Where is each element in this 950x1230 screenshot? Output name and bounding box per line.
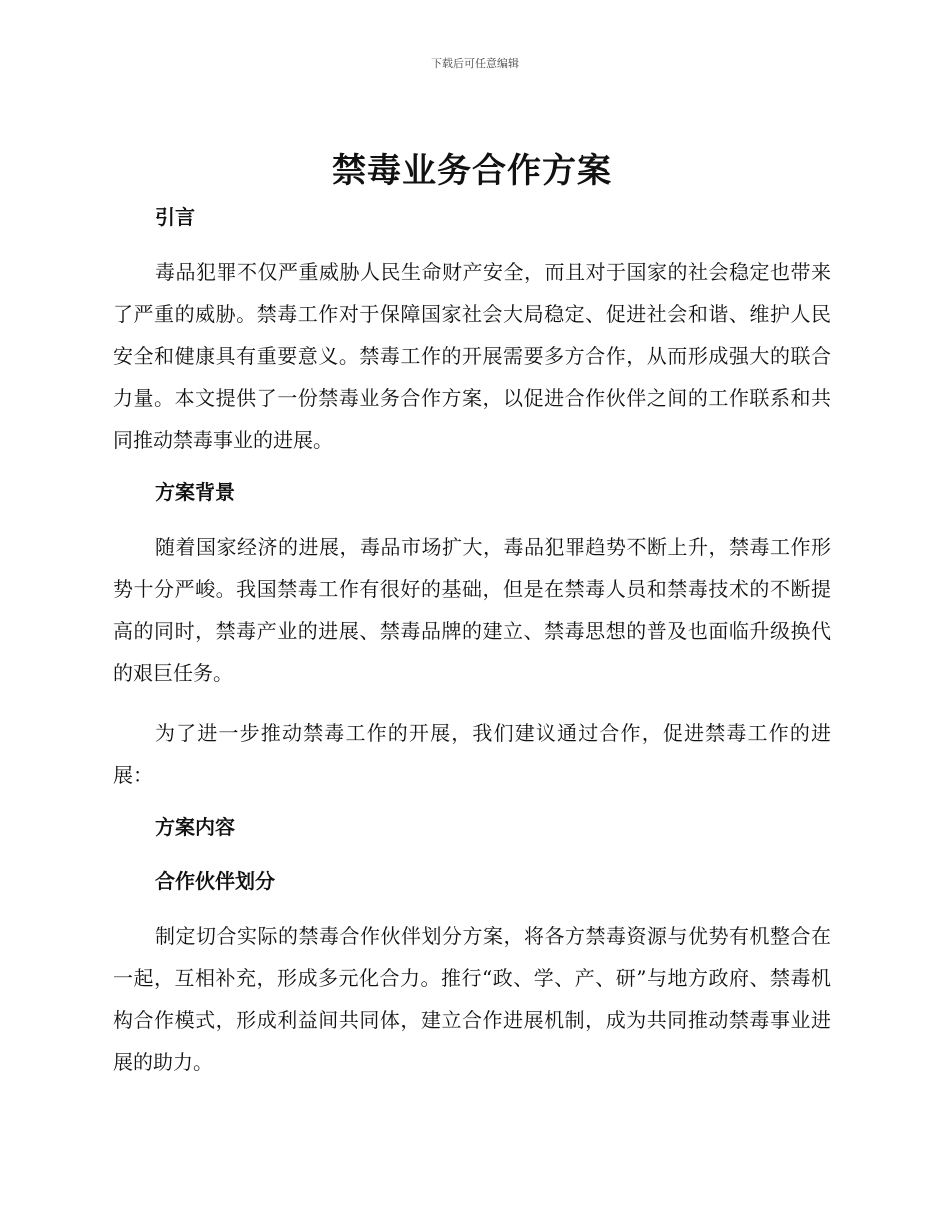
paragraph-background-1: 随着国家经济的进展，毒品市场扩大，毒品犯罪趋势不断上升，禁毒工作形势十分严峻。我国禁毒工作有很好的基础，但是在禁毒人员和禁毒技术的不断提高的同时，禁毒产业的进展、禁毒品牌的建立、禁毒思想的普及也面临升级换代的艰巨任务。 — [113, 535, 831, 685]
section-heading-content: 方案内容 — [155, 815, 235, 839]
paragraph-partners: 制定切合实际的禁毒合作伙伴划分方案，将各方禁毒资源与优势有机整合在一起，互相补充，形成多元化合力。推行“政、学、产、研”与地方政府、禁毒机构合作模式，形成利益间共同体，建立合作进展机制，成为共同推动禁毒事业进展的助力。 — [113, 924, 831, 1074]
paragraph-intro: 毒品犯罪不仅严重威胁人民生命财产安全，而且对于国家的社会稳定也带来了严重的威胁。禁毒工作对于保障国家社会大局稳定、促进社会和谐、维护人民安全和健康具有重要意义。禁毒工作的开展需要多方合作，从而形成强大的联合力量。本文提供了一份禁毒业务合作方案，以促进合作伙伴之间的工作联系和共同推动禁毒事业的进展。 — [113, 260, 831, 452]
section-heading-partners: 合作伙伴划分 — [155, 869, 275, 893]
document-body — [113, 148, 831, 1083]
page-header: 下载后可任意编辑 — [431, 57, 519, 70]
section-heading-background: 方案背景 — [155, 480, 235, 504]
section-heading-intro: 引言 — [155, 205, 195, 229]
paragraph-background-2: 为了进一步推动禁毒工作的开展，我们建议通过合作，促进禁毒工作的进展： — [113, 721, 831, 787]
document-title: 禁毒业务合作方案 — [332, 151, 612, 191]
